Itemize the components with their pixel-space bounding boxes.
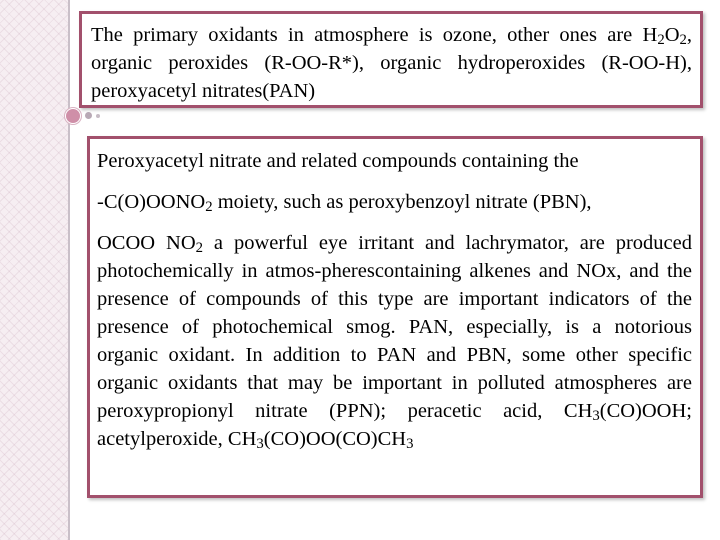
text-run: a powerful eye irritant and lachrymator, are produced photochemically in atmos-pherescontaining alkenes and NOx, and the presence of compounds of this type are important indicators of the presence of photochemical smog. PAN, especially, is a notorious organic oxidant. In addition to PAN and PBN, some other specific organic oxidants that may be important in polluted atmospheres are peroxypropionyl nitrate (PPN); peracetic acid, CH xyxy=(97,232,692,422)
text-run: OCOO NO xyxy=(97,232,196,254)
vertical-divider xyxy=(68,0,70,540)
text-run: O xyxy=(664,24,680,46)
text-run: , organic peroxides (R-OO-R*), organic hydroperoxides (R-OO-H), peroxyacetyl nitrates(PAN) xyxy=(91,24,692,102)
pan-details-paragraph xyxy=(97,229,692,453)
decorative-dot-small xyxy=(85,112,92,119)
decorative-dot-large xyxy=(65,108,81,124)
subscript: 2 xyxy=(205,199,213,216)
subscript: 3 xyxy=(256,436,264,453)
oxidants-summary-box xyxy=(79,11,703,108)
text-run: (CO)OO(CO)CH xyxy=(263,428,407,450)
decorative-dot-tiny xyxy=(96,114,100,118)
subscript: 3 xyxy=(592,408,600,425)
text-run: (CO)OOH; acetylperoxide, CH xyxy=(97,400,692,450)
text-run: -C(O)OONO xyxy=(97,191,206,213)
subscript: 2 xyxy=(195,240,203,257)
subscript: 3 xyxy=(406,436,414,453)
oxidants-summary-text xyxy=(91,21,692,105)
subscript: 2 xyxy=(657,32,665,49)
decorative-side-strip xyxy=(0,0,68,540)
text-run: Peroxyacetyl nitrate and related compounds containing the xyxy=(97,150,579,172)
pan-description-box xyxy=(87,136,703,498)
text-run: moiety, such as peroxybenzoyl nitrate (PBN), xyxy=(212,191,592,213)
pan-intro-line xyxy=(97,147,692,175)
pan-moiety-line xyxy=(97,188,692,216)
subscript: 2 xyxy=(679,32,687,49)
text-run: The primary oxidants in atmosphere is ozone, other ones are H xyxy=(91,24,658,46)
